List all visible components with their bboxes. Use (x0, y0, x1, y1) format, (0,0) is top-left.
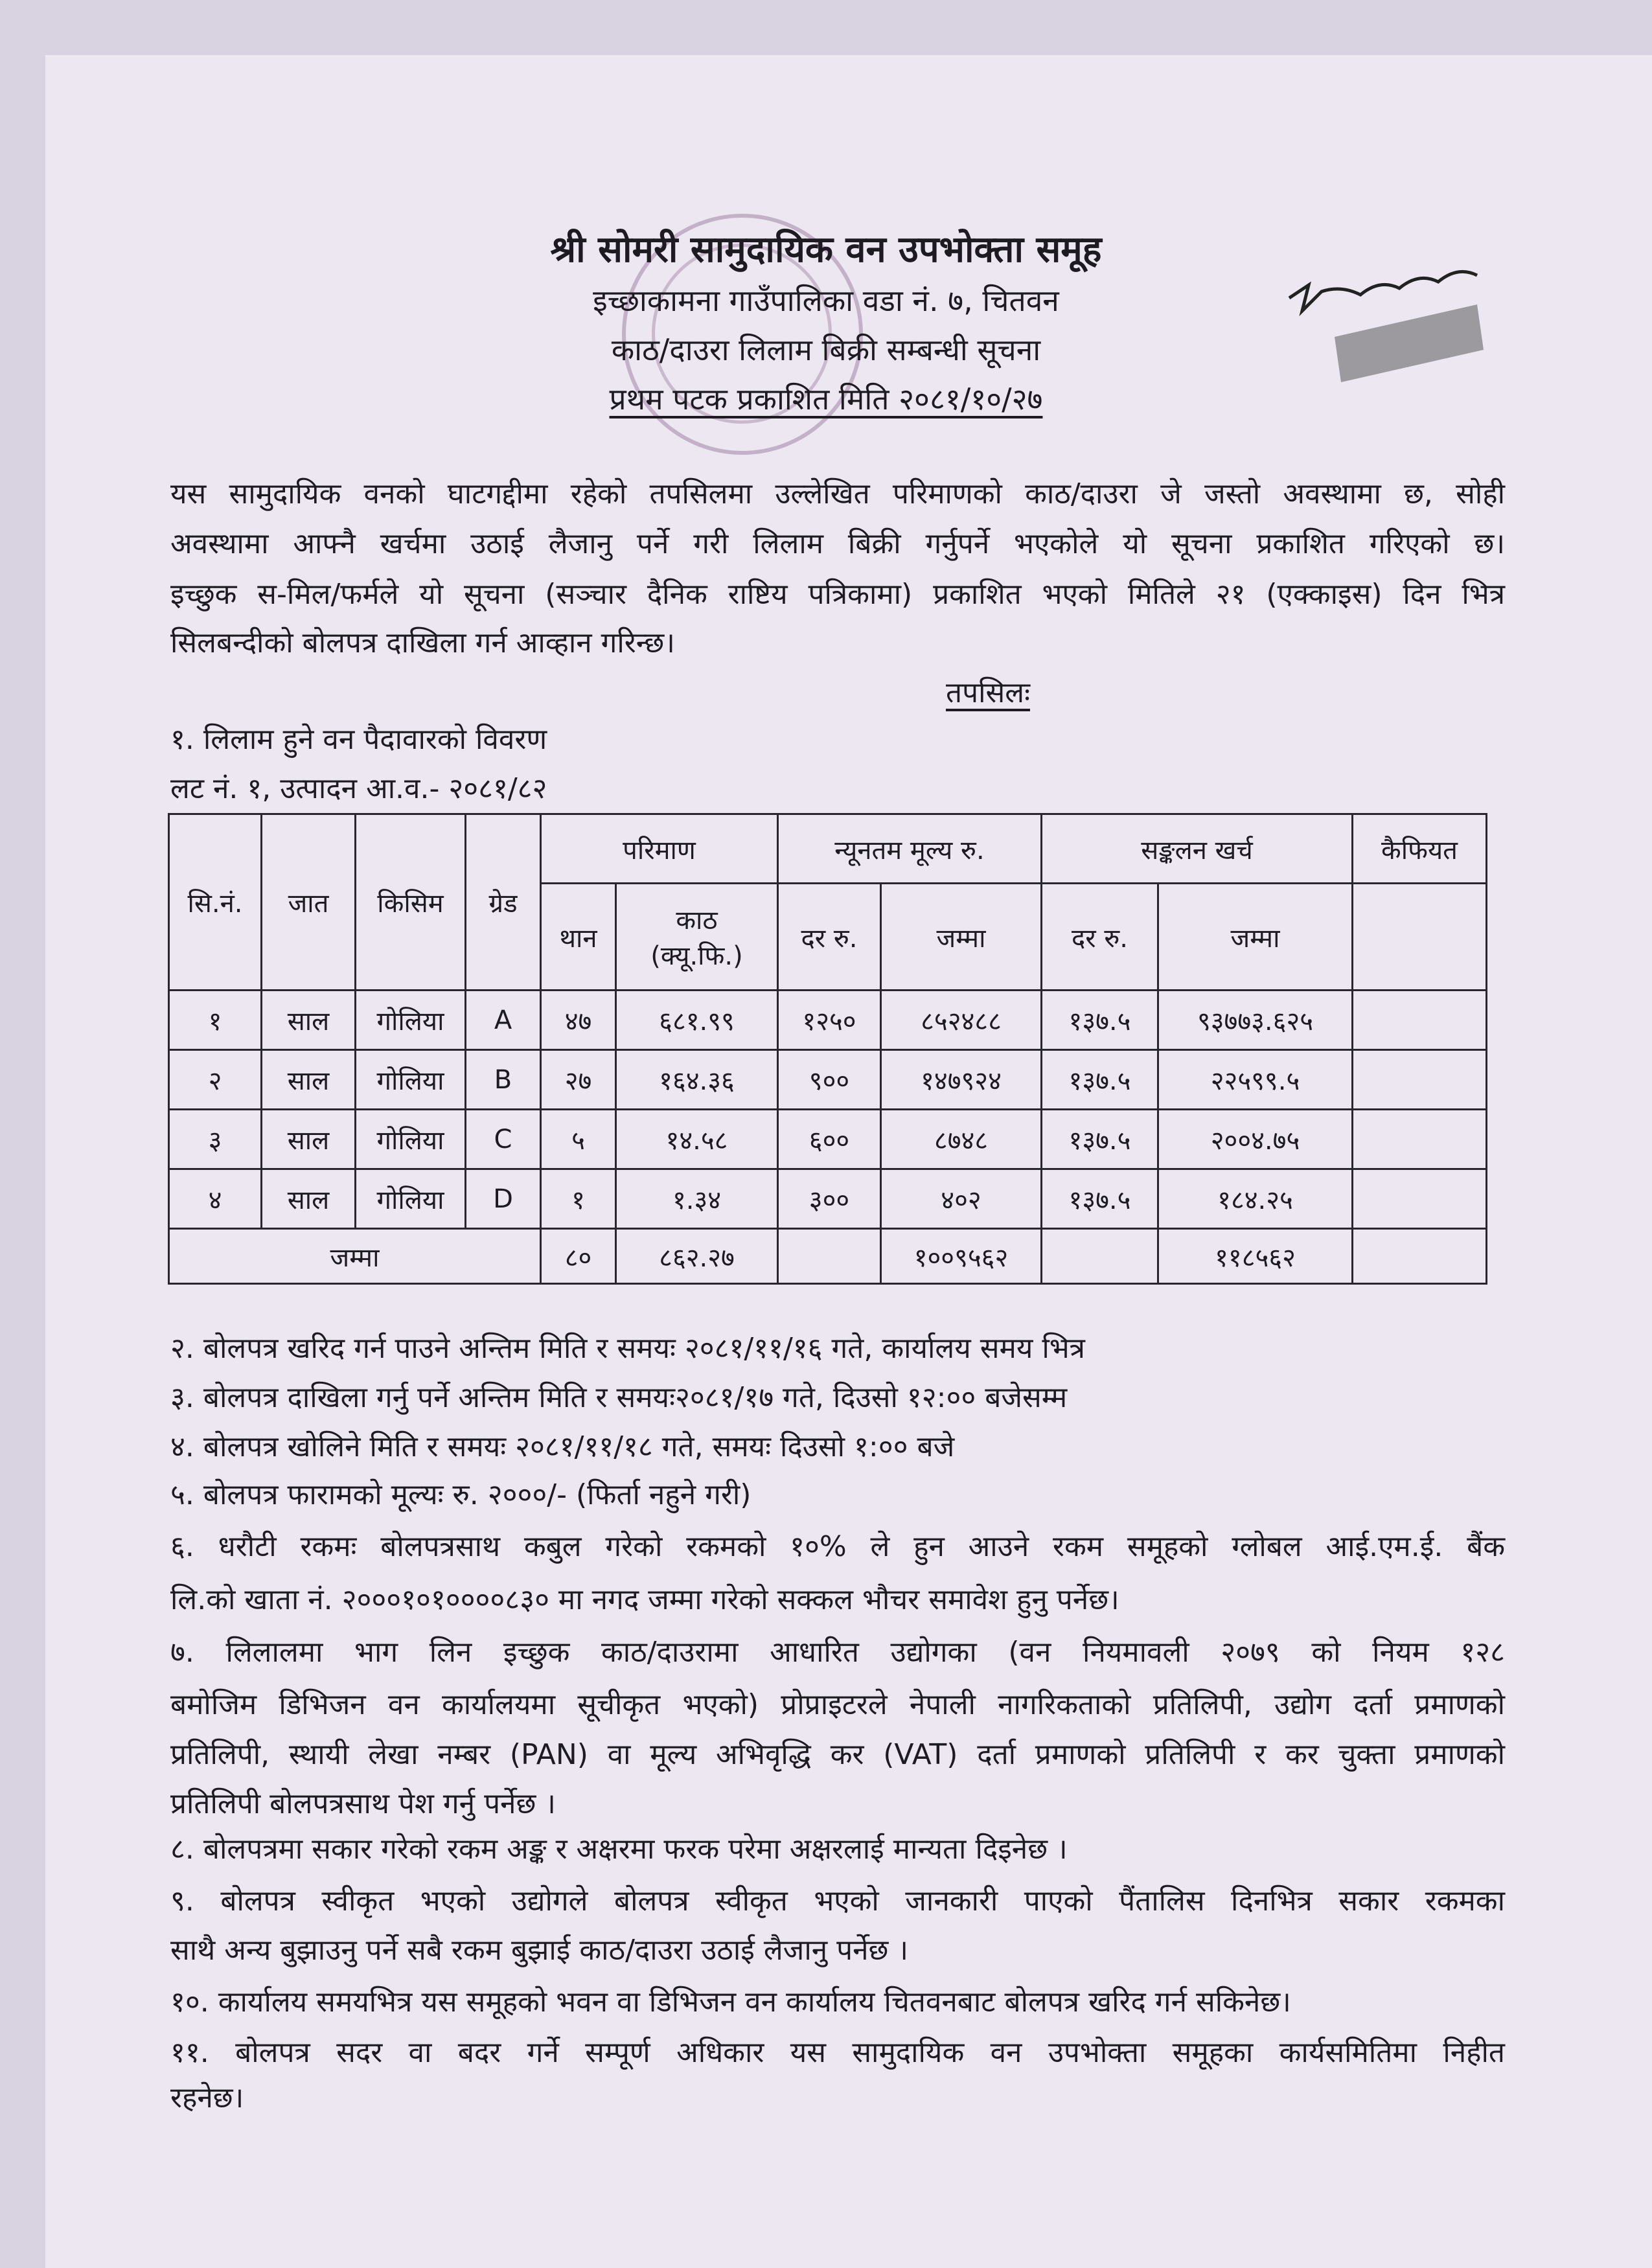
notice-item-line: ५. बोलपत्र फारामको मूल्यः रु. २०००/- (फिर्ता नहुने गरी) (170, 1478, 751, 1511)
notice-item-line: २. बोलपत्र खरिद गर्न पाउने अन्तिम मिति र समयः २०८१/११/१६ गते, कार्यालय समय भित्र (170, 1332, 1085, 1365)
intro-line: अवस्थामा आफ्नै खर्चमा उठाई लैजानु पर्ने गरी लिलाम बिक्री गर्नुपर्ने भएकोले यो सूचना प्रकाशित गरिएको छ। (170, 527, 1505, 560)
cell-remarks (1353, 1050, 1487, 1110)
cell-species: साल (262, 991, 356, 1050)
org-name: श्री सोमरी सामुदायिक वन उपभोक्ता समूह (550, 229, 1102, 271)
cell-sn: ३ (169, 1110, 262, 1169)
cell-total1: ८७४८ (881, 1110, 1042, 1169)
cell-remarks (1353, 1169, 1487, 1229)
cell-type: गोलिया (356, 991, 466, 1050)
cell-type: गोलिया (356, 1050, 466, 1110)
notice-item-line: रहनेछ। (170, 2081, 244, 2114)
cell-timber: ६८१.९९ (616, 991, 778, 1050)
header-pieces: थान (541, 884, 616, 991)
notice-item-line: बमोजिम डिभिजन वन कार्यालयमा सूचीकृत भएको) प्रोप्राइटरले नेपाली नागरिकताको प्रतिलिपी, उद्योग दर्ता प्रमाणको (170, 1688, 1505, 1721)
blank-cell (1042, 1229, 1158, 1284)
handwritten-signature (1283, 259, 1497, 389)
notice-item-line: ११. बोलपत्र सदर वा बदर गर्ने सम्पूर्ण अधिकार यस सामुदायिक वन उपभोक्ता समूहका कार्यसमितिमा निहीत (170, 2036, 1505, 2069)
cell-grade: A (466, 991, 541, 1050)
cell-rate1: ९०० (778, 1050, 881, 1110)
cell-rate2: १३७.५ (1042, 1169, 1158, 1229)
cell-pieces: १ (541, 1169, 616, 1229)
lot-line: लट नं. १, उत्पादन आ.व.- २०८१/८२ (170, 772, 547, 805)
cell-total1: ८५२४८८ (881, 991, 1042, 1050)
header-total: जम्मा (1158, 884, 1353, 991)
auction-table (168, 813, 1487, 1285)
table-row (169, 1050, 1487, 1110)
notice-item-line: ८. बोलपत्रमा सकार गरेको रकम अङ्क र अक्षरमा फरक परेमा अक्षरलाई मान्यता दिइनेछ । (170, 1833, 1068, 1866)
total-pieces: ८० (541, 1229, 616, 1284)
cell-rate2: १३७.५ (1042, 991, 1158, 1050)
cell-grade: C (466, 1110, 541, 1169)
cell-rate2: १३७.५ (1042, 1110, 1158, 1169)
notice-item-line: १०. कार्यालय समयभित्र यस समूहको भवन वा डिभिजन वन कार्यालय चितवनबाट बोलपत्र खरिद गर्न सकिनेछ। (170, 1986, 1291, 2019)
notice-item-line: ९. बोलपत्र स्वीकृत भएको उद्योगले बोलपत्र स्वीकृत भएको जानकारी पाएको पैंतालिस दिनभित्र सकार रकमका (170, 1884, 1505, 1918)
schedule-heading: तपसिलः (946, 676, 1030, 709)
notice-item-line: ३. बोलपत्र दाखिला गर्नु पर्ने अन्तिम मिति र समयः२०८१/१७ गते, दिउसो १२:०० बजेसम्म (170, 1381, 1068, 1414)
address: इच्छाकामना गाउँपालिका वडा नं. ७, चितवन (593, 283, 1059, 318)
cell-total2: १८४.२५ (1158, 1169, 1353, 1229)
notice-item-line: प्रतिलिपी बोलपत्रसाथ पेश गर्नु पर्नेछ । (170, 1787, 556, 1820)
cell-sn: २ (169, 1050, 262, 1110)
header-grade: ग्रेड (466, 814, 541, 991)
intro-line: इच्छुक स-मिल/फर्मले यो सूचना (सञ्चार दैनिक राष्टिय पत्रिकामा) प्रकाशित भएको मितिले २१ (एक्काइस) दिन भित्र (170, 578, 1505, 611)
header-type: किसिम (356, 814, 466, 991)
header-species: जात (262, 814, 356, 991)
table-row (169, 1169, 1487, 1229)
cell-grade: D (466, 1169, 541, 1229)
table-row (169, 1110, 1487, 1169)
cell-remarks (1353, 991, 1487, 1050)
table-row (169, 991, 1487, 1050)
cell-rate1: १२५० (778, 991, 881, 1050)
timber-unit: (क्यू.फि.) (650, 941, 743, 971)
cell-total2: २००४.७५ (1158, 1110, 1353, 1169)
total-row (169, 1229, 1487, 1284)
cell-species: साल (262, 1169, 356, 1229)
cell-species: साल (262, 1110, 356, 1169)
total-timber: ८६२.२७ (616, 1229, 778, 1284)
cell-rate1: ३०० (778, 1169, 881, 1229)
header-sn: सि.नं. (169, 814, 262, 991)
blank-cell (1353, 1229, 1487, 1284)
cell-sn: ४ (169, 1169, 262, 1229)
header-total: जम्मा (881, 884, 1042, 991)
cell-pieces: ५ (541, 1110, 616, 1169)
total-collection-cost: ११८५६२ (1158, 1229, 1353, 1284)
cell-type: गोलिया (356, 1169, 466, 1229)
cell-total2: ९३७७३.६२५ (1158, 991, 1353, 1050)
cell-grade: B (466, 1050, 541, 1110)
cell-sn: १ (169, 991, 262, 1050)
cell-timber: १.३४ (616, 1169, 778, 1229)
notice-item-line: लि.को खाता नं. २०००१०१००००८३० मा नगद जम्मा गरेको सक्कल भौचर समावेश हुनु पर्नेछ। (170, 1583, 1119, 1616)
notice-item-line: ६. धरौटी रकमः बोलपत्रसाथ कबुल गरेको रकमको १०% ले हुन आउने रकम समूहको ग्लोबल आई.एम.ई. बैंक (170, 1530, 1505, 1563)
total-label: जम्मा (169, 1229, 541, 1284)
section-title: १. लिलाम हुने वन पैदावारको विवरण (170, 723, 547, 756)
cell-timber: १४.५८ (616, 1110, 778, 1169)
cell-total1: १४७९२४ (881, 1050, 1042, 1110)
header-remarks-blank (1353, 884, 1487, 991)
total-min-price: १००९५६२ (881, 1229, 1042, 1284)
cell-species: साल (262, 1050, 356, 1110)
notice-item-line: ४. बोलपत्र खोलिने मिति र समयः २०८१/११/१८ गते, समयः दिउसो १:०० बजे (170, 1430, 955, 1463)
header-rate: दर रु. (778, 884, 881, 991)
notice-item-line: प्रतिलिपी, स्थायी लेखा नम्बर (PAN) वा मूल्य अभिवृद्धि कर (VAT) दर्ता प्रमाणको प्रतिलिपी र कर चुक्ता प्रमाणको (170, 1738, 1505, 1771)
cell-rate2: १३७.५ (1042, 1050, 1158, 1110)
blank-cell (778, 1229, 881, 1284)
notice-subject: काठ/दाउरा लिलाम बिक्री सम्बन्धी सूचना (611, 332, 1041, 367)
cell-rate1: ६०० (778, 1110, 881, 1169)
intro-line: सिलबन्दीको बोलपत्र दाखिला गर्न आव्हान गरिन्छ। (170, 626, 675, 659)
cell-pieces: २७ (541, 1050, 616, 1110)
intro-line: यस सामुदायिक वनको घाटगद्दीमा रहेको तपसिलमा उल्लेखित परिमाणको काठ/दाउरा जे जस्तो अवस्थामा छ, सोही (170, 477, 1505, 510)
header-remarks: कैफियत (1353, 814, 1487, 884)
header-timber (616, 884, 778, 991)
timber-label: काठ (676, 906, 718, 935)
notice-item-line: ७. लिलालमा भाग लिन इच्छुक काठ/दाउरामा आधारित उद्योगका (वन नियमावली २०७९ को नियम १२८ (170, 1636, 1505, 1669)
header-quantity: परिमाण (541, 814, 778, 884)
cell-timber: १६४.३६ (616, 1050, 778, 1110)
cell-total2: २२५९९.५ (1158, 1050, 1353, 1110)
cell-remarks (1353, 1110, 1487, 1169)
cell-type: गोलिया (356, 1110, 466, 1169)
notice-item-line: साथै अन्य बुझाउनु पर्ने सबै रकम बुझाई काठ/दाउरा उठाई लैजानु पर्नेछ । (170, 1934, 909, 1967)
header-collection-cost: सङ्कलन खर्च (1042, 814, 1353, 884)
cell-total1: ४०२ (881, 1169, 1042, 1229)
publish-date: प्रथम पटक प्रकाशित मिति २०८१/१०/२७ (609, 382, 1043, 417)
header-min-price: न्यूनतम मूल्य रु. (778, 814, 1042, 884)
cell-pieces: ४७ (541, 991, 616, 1050)
header-rate: दर रु. (1042, 884, 1158, 991)
